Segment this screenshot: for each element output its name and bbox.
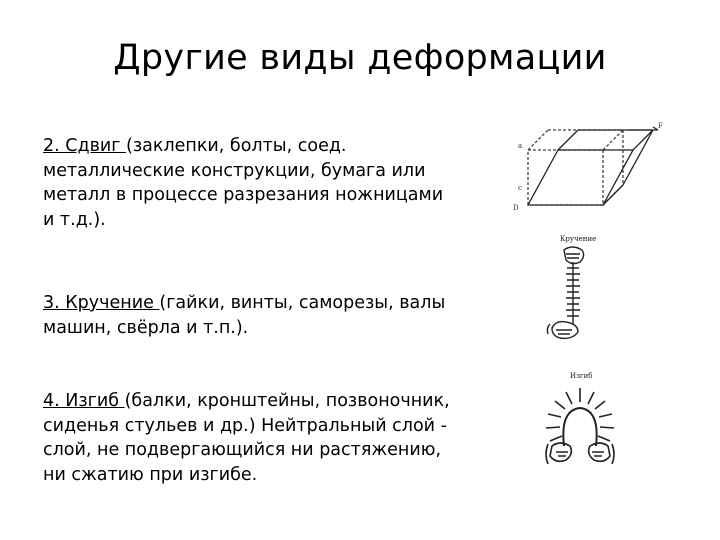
torsion-line-2: машин, свёрла и т.п.).	[43, 317, 249, 338]
shear-paragraph	[43, 134, 493, 232]
bending-examples-start: (балки, кронштейны, позвоночник,	[124, 391, 450, 411]
svg-text:D: D	[513, 204, 519, 212]
torsion-line-1	[43, 291, 493, 316]
bending-label: Изгиб	[570, 372, 593, 380]
torsion-examples-start: (гайки, винты, саморезы, валы	[159, 293, 446, 313]
shear-heading: 2. Сдвиг	[43, 136, 127, 156]
shear-line-3: металл в процессе разрезания ножницами	[43, 185, 444, 205]
bending-figure	[530, 368, 630, 478]
bending-paragraph	[43, 389, 513, 487]
torsion-figure	[540, 232, 610, 347]
shear-line-4: и т.д.).	[43, 209, 106, 230]
svg-text:c: c	[518, 184, 522, 192]
slide-title: Другие виды деформации	[113, 38, 607, 78]
bending-line-4: ни сжатию при изгибе.	[43, 464, 258, 485]
torsion-label: Кручение	[560, 235, 597, 243]
svg-text:F: F	[658, 122, 663, 130]
shear-figure	[508, 118, 668, 218]
shear-examples-start: (заклепки, болты, соед.	[126, 136, 347, 156]
torsion-heading: 3. Кручение	[43, 293, 160, 313]
bending-line-3: слой, не подвергающийся ни растяжению,	[43, 440, 442, 460]
bending-heading: 4. Изгиб	[43, 391, 125, 411]
shear-line-1	[43, 134, 493, 159]
bending-line-1	[43, 389, 513, 414]
bending-line-2: сиденья стульев и др.) Нейтральный слой -	[43, 415, 447, 436]
torsion-paragraph	[43, 291, 493, 340]
shear-line-2: металлические конструкции, бумага или	[43, 160, 426, 181]
svg-text:a: a	[518, 142, 523, 150]
